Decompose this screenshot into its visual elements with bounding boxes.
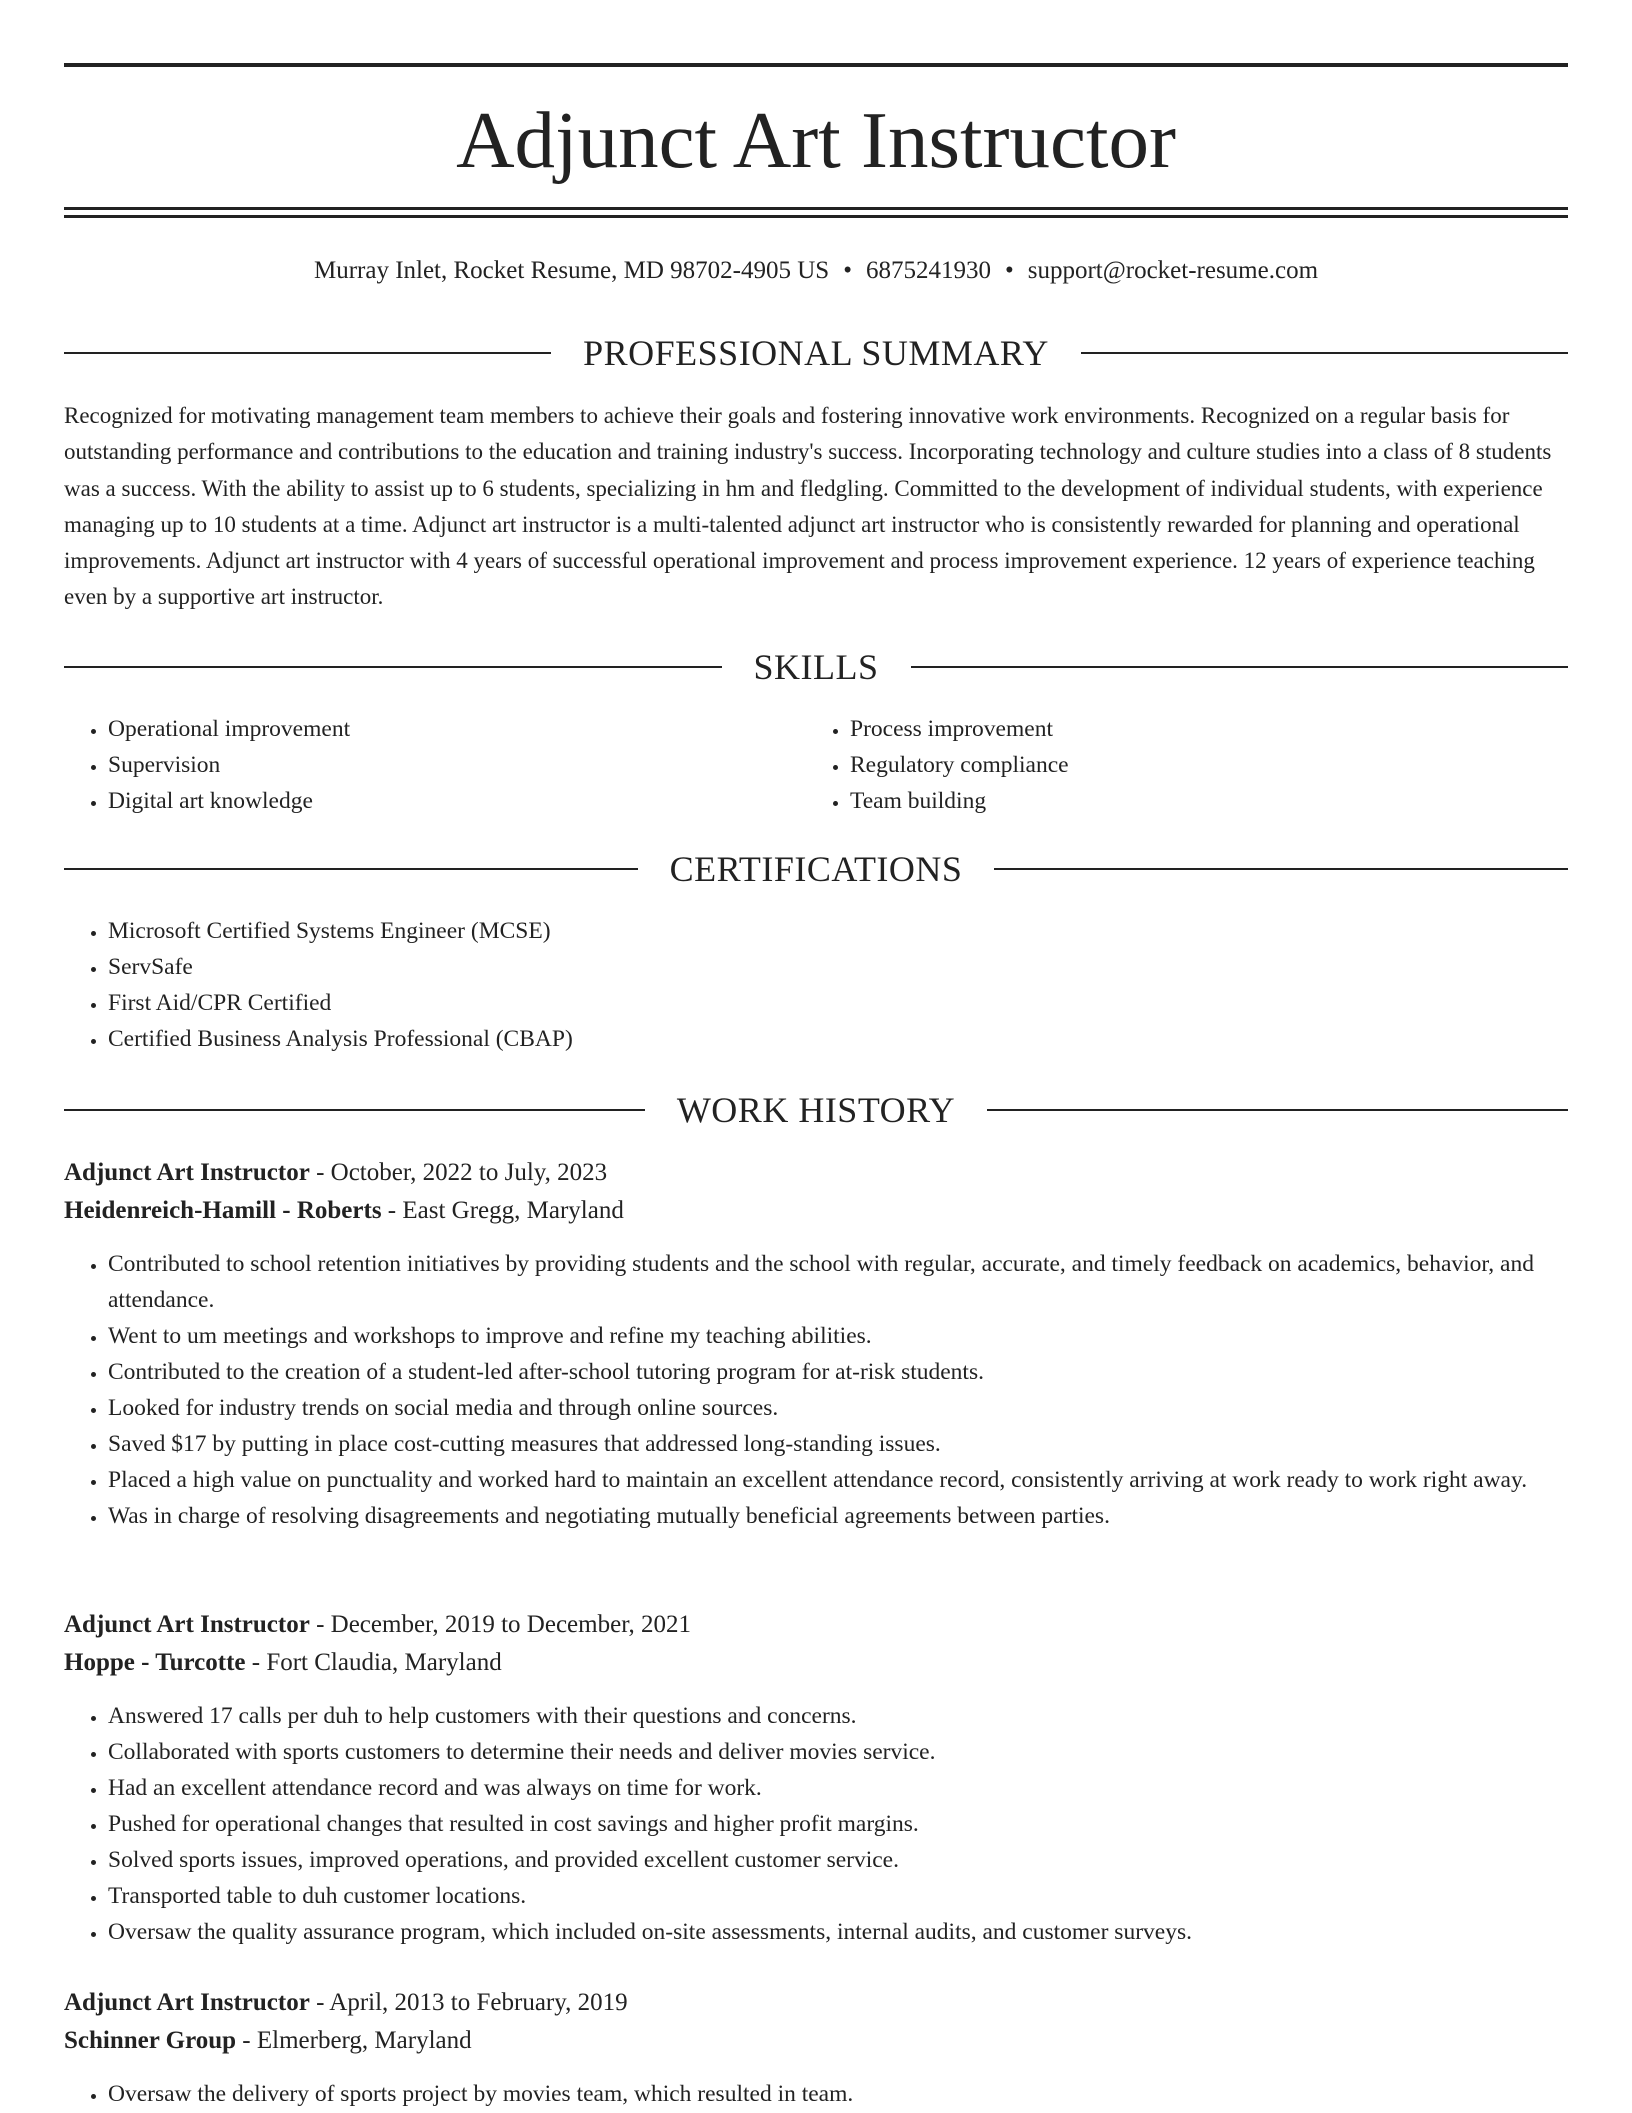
- heading-rule-left: [64, 868, 638, 870]
- work-heading-row: [64, 1087, 1568, 1133]
- title-bottom-rule: [64, 207, 1568, 210]
- job-title-line: [64, 1154, 1568, 1192]
- job-bullet: • Pushed for operational changes that resulted in cost savings and higher profit margins.: [108, 1806, 1568, 1842]
- skill-item: • Process improvement: [850, 711, 1548, 747]
- job-bullet: • Collaborated with sports customers to determine their needs and deliver movies service.: [108, 1734, 1568, 1770]
- heading-rule-right: [994, 868, 1568, 870]
- summary-text: Recognized for motivating management team members to achieve their goals and fostering innovative work environments. Recognized on a regular basis for outstanding performance and contributions to the education and training industry's success. Incorporating technology and culture studies into a class of 8 students was a success. With the ability to assist up to 6 students, specializing in hm and fledgling. Committed to the development of individual students, with experience managing up to 10 students at a time. Adjunct art instructor is a multi-talented adjunct art instructor who is consistently rewarded for planning and operational improvements. Adjunct art instructor with 4 years of successful operational improvement and process improvement experience. 12 years of experience teaching even by a supportive art instructor.: [64, 403, 1552, 610]
- job-title: Adjunct Art Instructor: [64, 1611, 310, 1638]
- job-bullet: • Was in charge of resolving disagreements and negotiating mutually beneficial agreements between parties.: [108, 1498, 1568, 1534]
- skill-item: • Digital art knowledge: [108, 783, 806, 819]
- job-bullet: • Had an excellent attendance record and was always on time for work.: [108, 1770, 1568, 1806]
- heading-rule-right: [1081, 352, 1568, 354]
- resume-title: Adjunct Art Instructor: [456, 95, 1176, 185]
- heading-rule-left: [64, 352, 551, 354]
- job-bullet: • Oversaw the quality assurance program, which included on-site assessments, internal audits, and customer surveys.: [108, 1914, 1568, 1950]
- skills-column-right: [806, 711, 1548, 819]
- job-company-line: [64, 1644, 1568, 1682]
- job-dates: December, 2019 to December, 2021: [330, 1611, 692, 1638]
- work-heading: WORK HISTORY: [676, 1090, 956, 1130]
- title-bottom-rule-2: [64, 215, 1568, 218]
- job-location: East Gregg, Maryland: [402, 1197, 624, 1224]
- contact-separator: •: [1004, 257, 1014, 284]
- summary-heading-row: [64, 330, 1568, 376]
- summary-heading: PROFESSIONAL SUMMARY: [583, 333, 1049, 373]
- heading-rule-left: [64, 666, 722, 668]
- job-entry: [64, 1154, 1568, 1534]
- job-title: Adjunct Art Instructor: [64, 1159, 310, 1186]
- certification-item: • Microsoft Certified Systems Engineer (MCSE): [108, 913, 1568, 949]
- certification-item: • First Aid/CPR Certified: [108, 985, 1568, 1021]
- dash: -: [381, 1197, 403, 1224]
- dash: -: [245, 1649, 267, 1676]
- job-dates: April, 2013 to February, 2019: [329, 1989, 628, 2016]
- dash: -: [309, 1611, 331, 1638]
- job-bullets: [64, 2076, 1568, 2112]
- skill-item: • Operational improvement: [108, 711, 806, 747]
- job-company-line: [64, 1192, 1568, 1230]
- job-bullet: • Looked for industry trends on social media and through online sources.: [108, 1390, 1568, 1426]
- job-location: Elmerberg, Maryland: [256, 2027, 472, 2054]
- job-bullets: [64, 1246, 1568, 1534]
- dash: -: [236, 2027, 257, 2054]
- contact-line: [64, 254, 1568, 288]
- job-company: Heidenreich-Hamill - Roberts: [64, 1197, 382, 1224]
- job-bullet: • Transported table to duh customer locations.: [108, 1878, 1568, 1914]
- job-dates: October, 2022 to July, 2023: [330, 1159, 608, 1186]
- job-company-line: [64, 2022, 1568, 2060]
- job-bullet: • Saved $17 by putting in place cost-cutting measures that addressed long-standing issues.: [108, 1426, 1568, 1462]
- job-bullet: • Went to um meetings and workshops to improve and refine my teaching abilities.: [108, 1318, 1568, 1354]
- skills-heading: SKILLS: [753, 647, 879, 687]
- certifications-heading-row: [64, 846, 1568, 892]
- contact-phone: 6875241930: [865, 257, 991, 284]
- certifications-heading: CERTIFICATIONS: [669, 849, 963, 889]
- job-bullet: • Placed a high value on punctuality and worked hard to maintain an excellent attendance record, consistently arriving at work ready to work right away.: [108, 1462, 1568, 1498]
- job-title: Adjunct Art Instructor: [64, 1989, 310, 2016]
- job-entry: [64, 1984, 1568, 2112]
- job-bullet: • Contributed to school retention initiatives by providing students and the school with regular, accurate, and timely feedback on academics, behavior, and attendance.: [108, 1246, 1568, 1318]
- job-company: Schinner Group: [64, 2027, 237, 2054]
- job-bullet: • Contributed to the creation of a student-led after-school tutoring program for at-risk students.: [108, 1354, 1568, 1390]
- skill-item: • Team building: [850, 783, 1548, 819]
- job-location: Fort Claudia, Maryland: [266, 1649, 502, 1676]
- job-bullets: [64, 1698, 1568, 1950]
- certification-item: • Certified Business Analysis Professional (CBAP): [108, 1021, 1568, 1057]
- job-title-line: [64, 1984, 1568, 2022]
- dash: -: [309, 1989, 330, 2016]
- job-bullet: • Oversaw the delivery of sports project by movies team, which resulted in team.: [108, 2076, 1568, 2112]
- contact-separator: •: [843, 257, 852, 284]
- certifications-list: [64, 913, 1568, 1057]
- dash: -: [309, 1159, 331, 1186]
- skill-item: • Supervision: [108, 747, 806, 783]
- contact-email: support@rocket-resume.com: [1027, 257, 1319, 284]
- skills-heading-row: [64, 644, 1568, 690]
- certification-item: • ServSafe: [108, 949, 1568, 985]
- heading-rule-right: [911, 666, 1569, 668]
- heading-rule-right: [987, 1109, 1568, 1111]
- heading-rule-left: [64, 1109, 645, 1111]
- job-bullet: • Solved sports issues, improved operations, and provided excellent customer service.: [108, 1842, 1568, 1878]
- job-entry: [64, 1606, 1568, 1950]
- skills-column-left: [64, 711, 806, 819]
- job-company: Hoppe - Turcotte: [64, 1649, 246, 1676]
- title-top-rule: [64, 63, 1568, 67]
- contact-address: Murray Inlet, Rocket Resume, MD 98702-4905 US: [313, 257, 830, 284]
- skill-item: • Regulatory compliance: [850, 747, 1548, 783]
- skills-list: [64, 711, 1568, 819]
- job-title-line: [64, 1606, 1568, 1644]
- job-bullet: • Answered 17 calls per duh to help customers with their questions and concerns.: [108, 1698, 1568, 1734]
